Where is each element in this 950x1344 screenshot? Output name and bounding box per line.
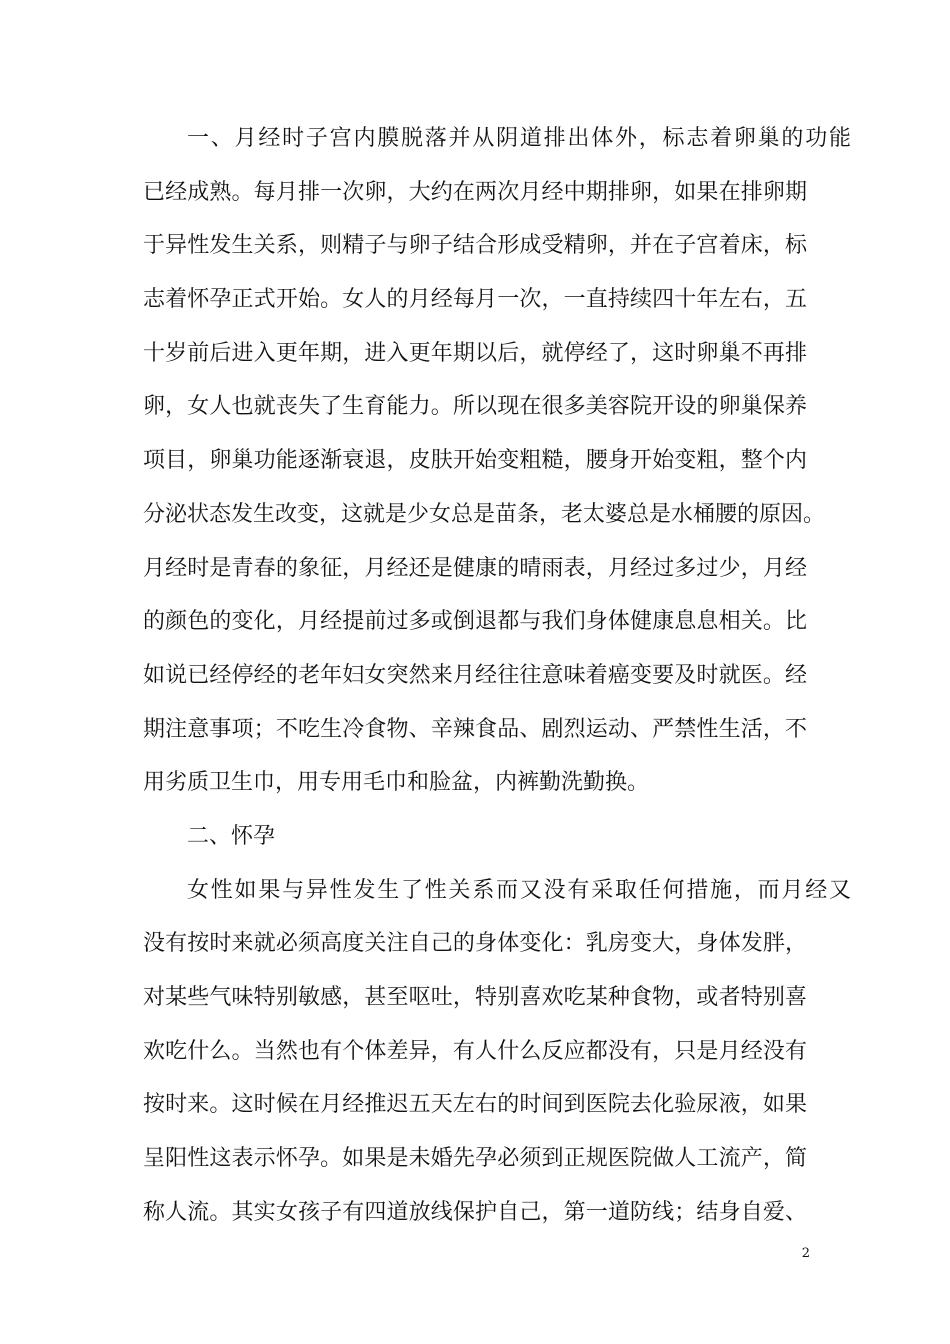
text-line: 按时来。这时候在月经推迟五天左右的时间到医院去化验尿液，如果 xyxy=(143,1092,807,1118)
body-text xyxy=(143,112,851,1239)
paragraph-pregnancy xyxy=(143,864,851,1240)
text-line: 期注意事项；不吃生冷食物、辛辣食品、剧烈运动、严禁性生活，不 xyxy=(143,716,807,742)
text-line: 用劣质卫生巾，用专用毛巾和脸盆，内裤勤洗勤换。 xyxy=(143,770,650,796)
text-line: 一、月经时子宫内膜脱落并从阴道排出体外，标志着卵巢的功能 xyxy=(187,126,851,151)
text-line: 月经时是青春的象征，月经还是健康的晴雨表，月经过多过少，月经 xyxy=(143,555,807,581)
text-line: 十岁前后进入更年期，进入更年期以后，就停经了，这时卵巢不再排 xyxy=(143,340,807,366)
text-line: 欢吃什么。当然也有个体差异，有人什么反应都没有，只是月经没有 xyxy=(143,1038,807,1064)
text-line: 已经成熟。每月排一次卵，大约在两次月经中期排卵，如果在排卵期 xyxy=(143,179,807,205)
page-number: 2 xyxy=(801,1246,810,1261)
text-line: 呈阳性这表示怀孕。如果是未婚先孕必须到正规医院做人工流产，简 xyxy=(143,1146,807,1172)
text-line: 分泌状态发生改变，这就是少女总是苗条，老太婆总是水桶腰的原因。 xyxy=(143,501,826,527)
text-line: 没有按时来就必须高度关注自己的身体变化：乳房变大，身体发胖， xyxy=(143,931,807,957)
text-line: 对某些气味特别敏感，甚至呕吐，特别喜欢吃某种食物，或者特别喜 xyxy=(143,985,807,1010)
section-heading-pregnancy xyxy=(143,810,807,864)
text-line: 如说已经停经的老年妇女突然来月经往往意味着癌变要及时就医。经 xyxy=(143,662,807,688)
text-line: 的颜色的变化，月经提前过多或倒退都与我们身体健康息息相关。比 xyxy=(143,609,807,635)
text-line: 项目，卵巢功能逐渐衰退，皮肤开始变粗糙，腰身开始变粗，整个内 xyxy=(143,448,807,474)
text-line: 志着怀孕正式开始。女人的月经每月一次，一直持续四十年左右，五 xyxy=(143,287,807,313)
paragraph-menstruation xyxy=(143,112,851,810)
text-line: 女性如果与异性发生了性关系而又没有采取任何措施，而月经又 xyxy=(187,877,851,903)
text-line: 卵，女人也就丧失了生育能力。所以现在很多美容院开设的卵巢保养 xyxy=(143,394,807,420)
text-line: 于异性发生关系，则精子与卵子结合形成受精卵，并在子宫着床，标 xyxy=(143,233,807,259)
section-heading: 二、怀孕 xyxy=(187,823,276,849)
text-line: 称人流。其实女孩子有四道放线保护自己，第一道防线；结身自爱、 xyxy=(143,1199,807,1225)
